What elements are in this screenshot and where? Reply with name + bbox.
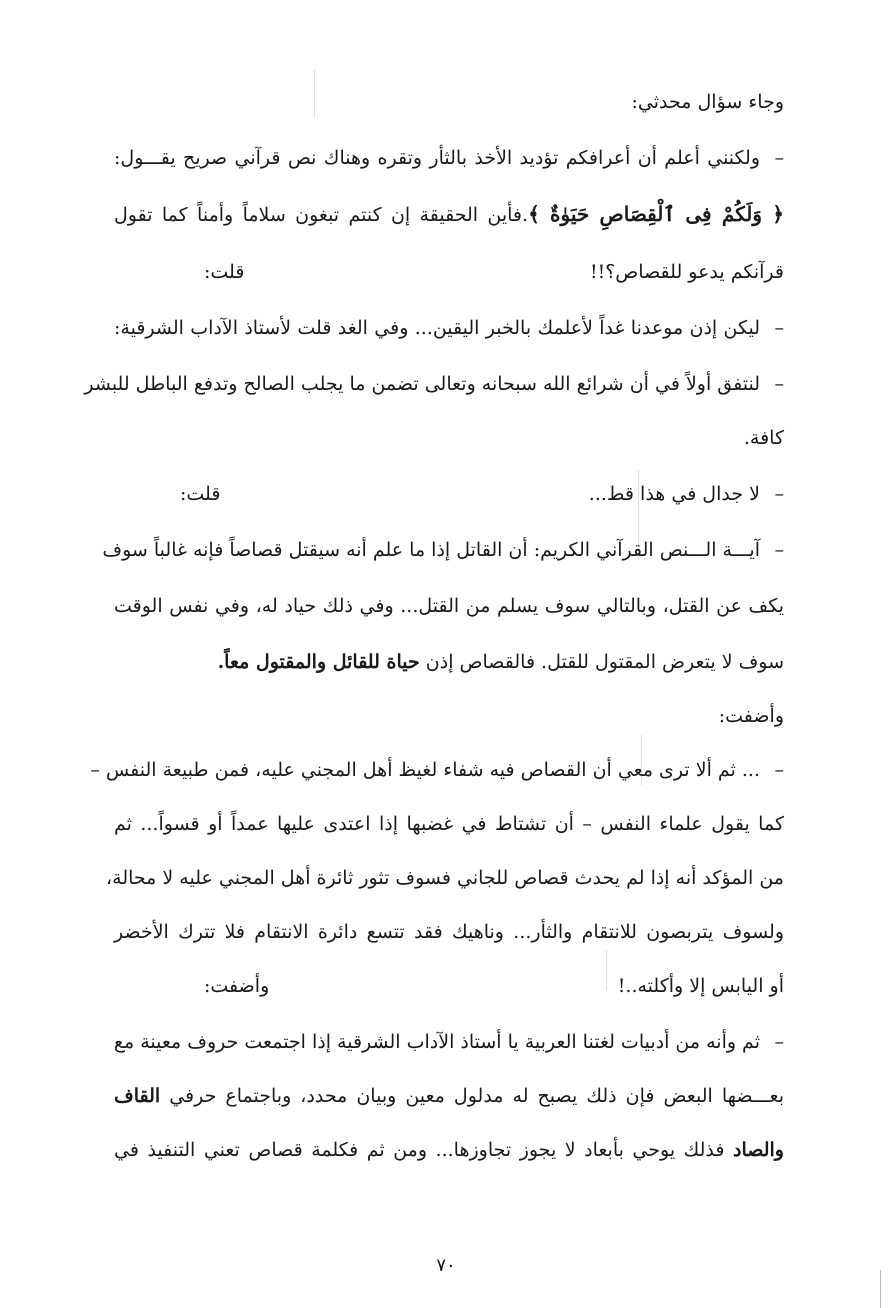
dialogue-dash: – <box>774 1031 784 1053</box>
paragraph-line: ﴿ وَلَكُمْ فِى ٱلْقِصَاصِ حَيَوٰةٌ ﴾.فأين الحقيقة إن كنتم تبغون سلاماً وأمناً كما تقول <box>114 202 784 226</box>
emphasized-text: حياة للقائل والمقتول معاً. <box>217 651 420 673</box>
dialogue-dash: – <box>774 373 784 395</box>
dialogue-dash: – <box>774 147 784 169</box>
dialogue-line: – ولكنني أعلم أن أعرافكم تؤديد الأخذ بالثأر وتقره وهناك نص قرآني صريح يقـــول: <box>114 138 760 178</box>
dialogue-line: – لا جدال في هذا قط... قلت: <box>114 474 760 514</box>
paragraph-line: يكف عن القتل، وبالتالي سوف يسلم من القتل... وفي ذلك حياد له، وفي نفس الوقت <box>114 595 784 617</box>
paragraph-line: من المؤكد أنه إذا لم يحدث قصاص للجاني فسوف تثور ثائرة أهل المجني عليه لا محالة، <box>106 867 784 889</box>
paragraph-line: وأضفت: <box>718 705 784 727</box>
paragraph-line: والصاد فذلك يوحي بأبعاد لا يجوز تجاوزها... ومن ثم فكلمة قصاص تعني التنفيذ في <box>114 1139 784 1161</box>
speaker-label: وأضفت: <box>204 975 270 997</box>
paragraph-line: كما يقول علماء النفس – أن تشتاط في غضبها إذا اعتدى عليها عمداً أو قسواً... ثم <box>114 813 784 835</box>
emphasized-text: القاف <box>114 1085 161 1107</box>
quran-verse: ﴿ وَلَكُمْ فِى ٱلْقِصَاصِ حَيَوٰةٌ ﴾ <box>528 202 784 226</box>
paragraph-line: ولسوف يتربصون للانتقام والثأر... وناهيك فقد تتسع دائرة الانتقام فلا تترك الأخضر <box>114 921 784 943</box>
dialogue-dash: – <box>774 483 784 505</box>
dialogue-line: – آيـــة الـــنص القرآني الكريم: أن القاتل إذا ما علم أنه سيقتل قصاصاً فإنه غالباً سوف <box>114 530 760 570</box>
paragraph-line: أو اليابس إلا وأكلته..! وأضفت: <box>114 966 784 1006</box>
dialogue-dash: – <box>774 759 784 781</box>
dialogue-line: – ... ثم ألا ترى معي أن القصاص فيه شفاء لغيظ أهل المجني عليه، فمن طبيعة النفس – <box>114 750 760 790</box>
emphasized-text: والصاد <box>733 1139 784 1161</box>
dialogue-dash: – <box>774 539 784 561</box>
speaker-label: قلت: <box>180 483 221 505</box>
paragraph-line: وجاء سؤال محدثي: <box>631 91 784 113</box>
dialogue-line: – ثم وأنه من أدبيات لغتنا العربية يا أستاذ الآداب الشرقية إذا اجتمعت حروف معينة مع <box>114 1022 760 1062</box>
dialogue-line: – ليكن إذن موعدنا غداً لأعلمك بالخبر اليقين... وفي الغد قلت لأستاذ الآداب الشرقية: <box>114 308 760 348</box>
page-number: ٧٠ <box>436 1255 456 1276</box>
speaker-label: قلت: <box>204 261 245 283</box>
paragraph-line: سوف لا يتعرض المقتول للقتل. فالقصاص إذن حياة للقائل والمقتول معاً. <box>217 651 784 673</box>
dialogue-dash: – <box>774 317 784 339</box>
paragraph-line: كافة. <box>743 427 784 449</box>
dialogue-line: – لنتفق أولاً في أن شرائع الله سبحانه وتعالى تضمن ما يجلب الصالح وتدفع الباطل للبشر <box>114 364 760 404</box>
paragraph-line: قرآنكم يدعو للقصاص؟!! قلت: <box>114 252 784 292</box>
paragraph-line: بعـــضها البعض فإن ذلك يصبح له مدلول معين وبيان محدد، وباجتماع حرفي القاف <box>114 1085 784 1107</box>
